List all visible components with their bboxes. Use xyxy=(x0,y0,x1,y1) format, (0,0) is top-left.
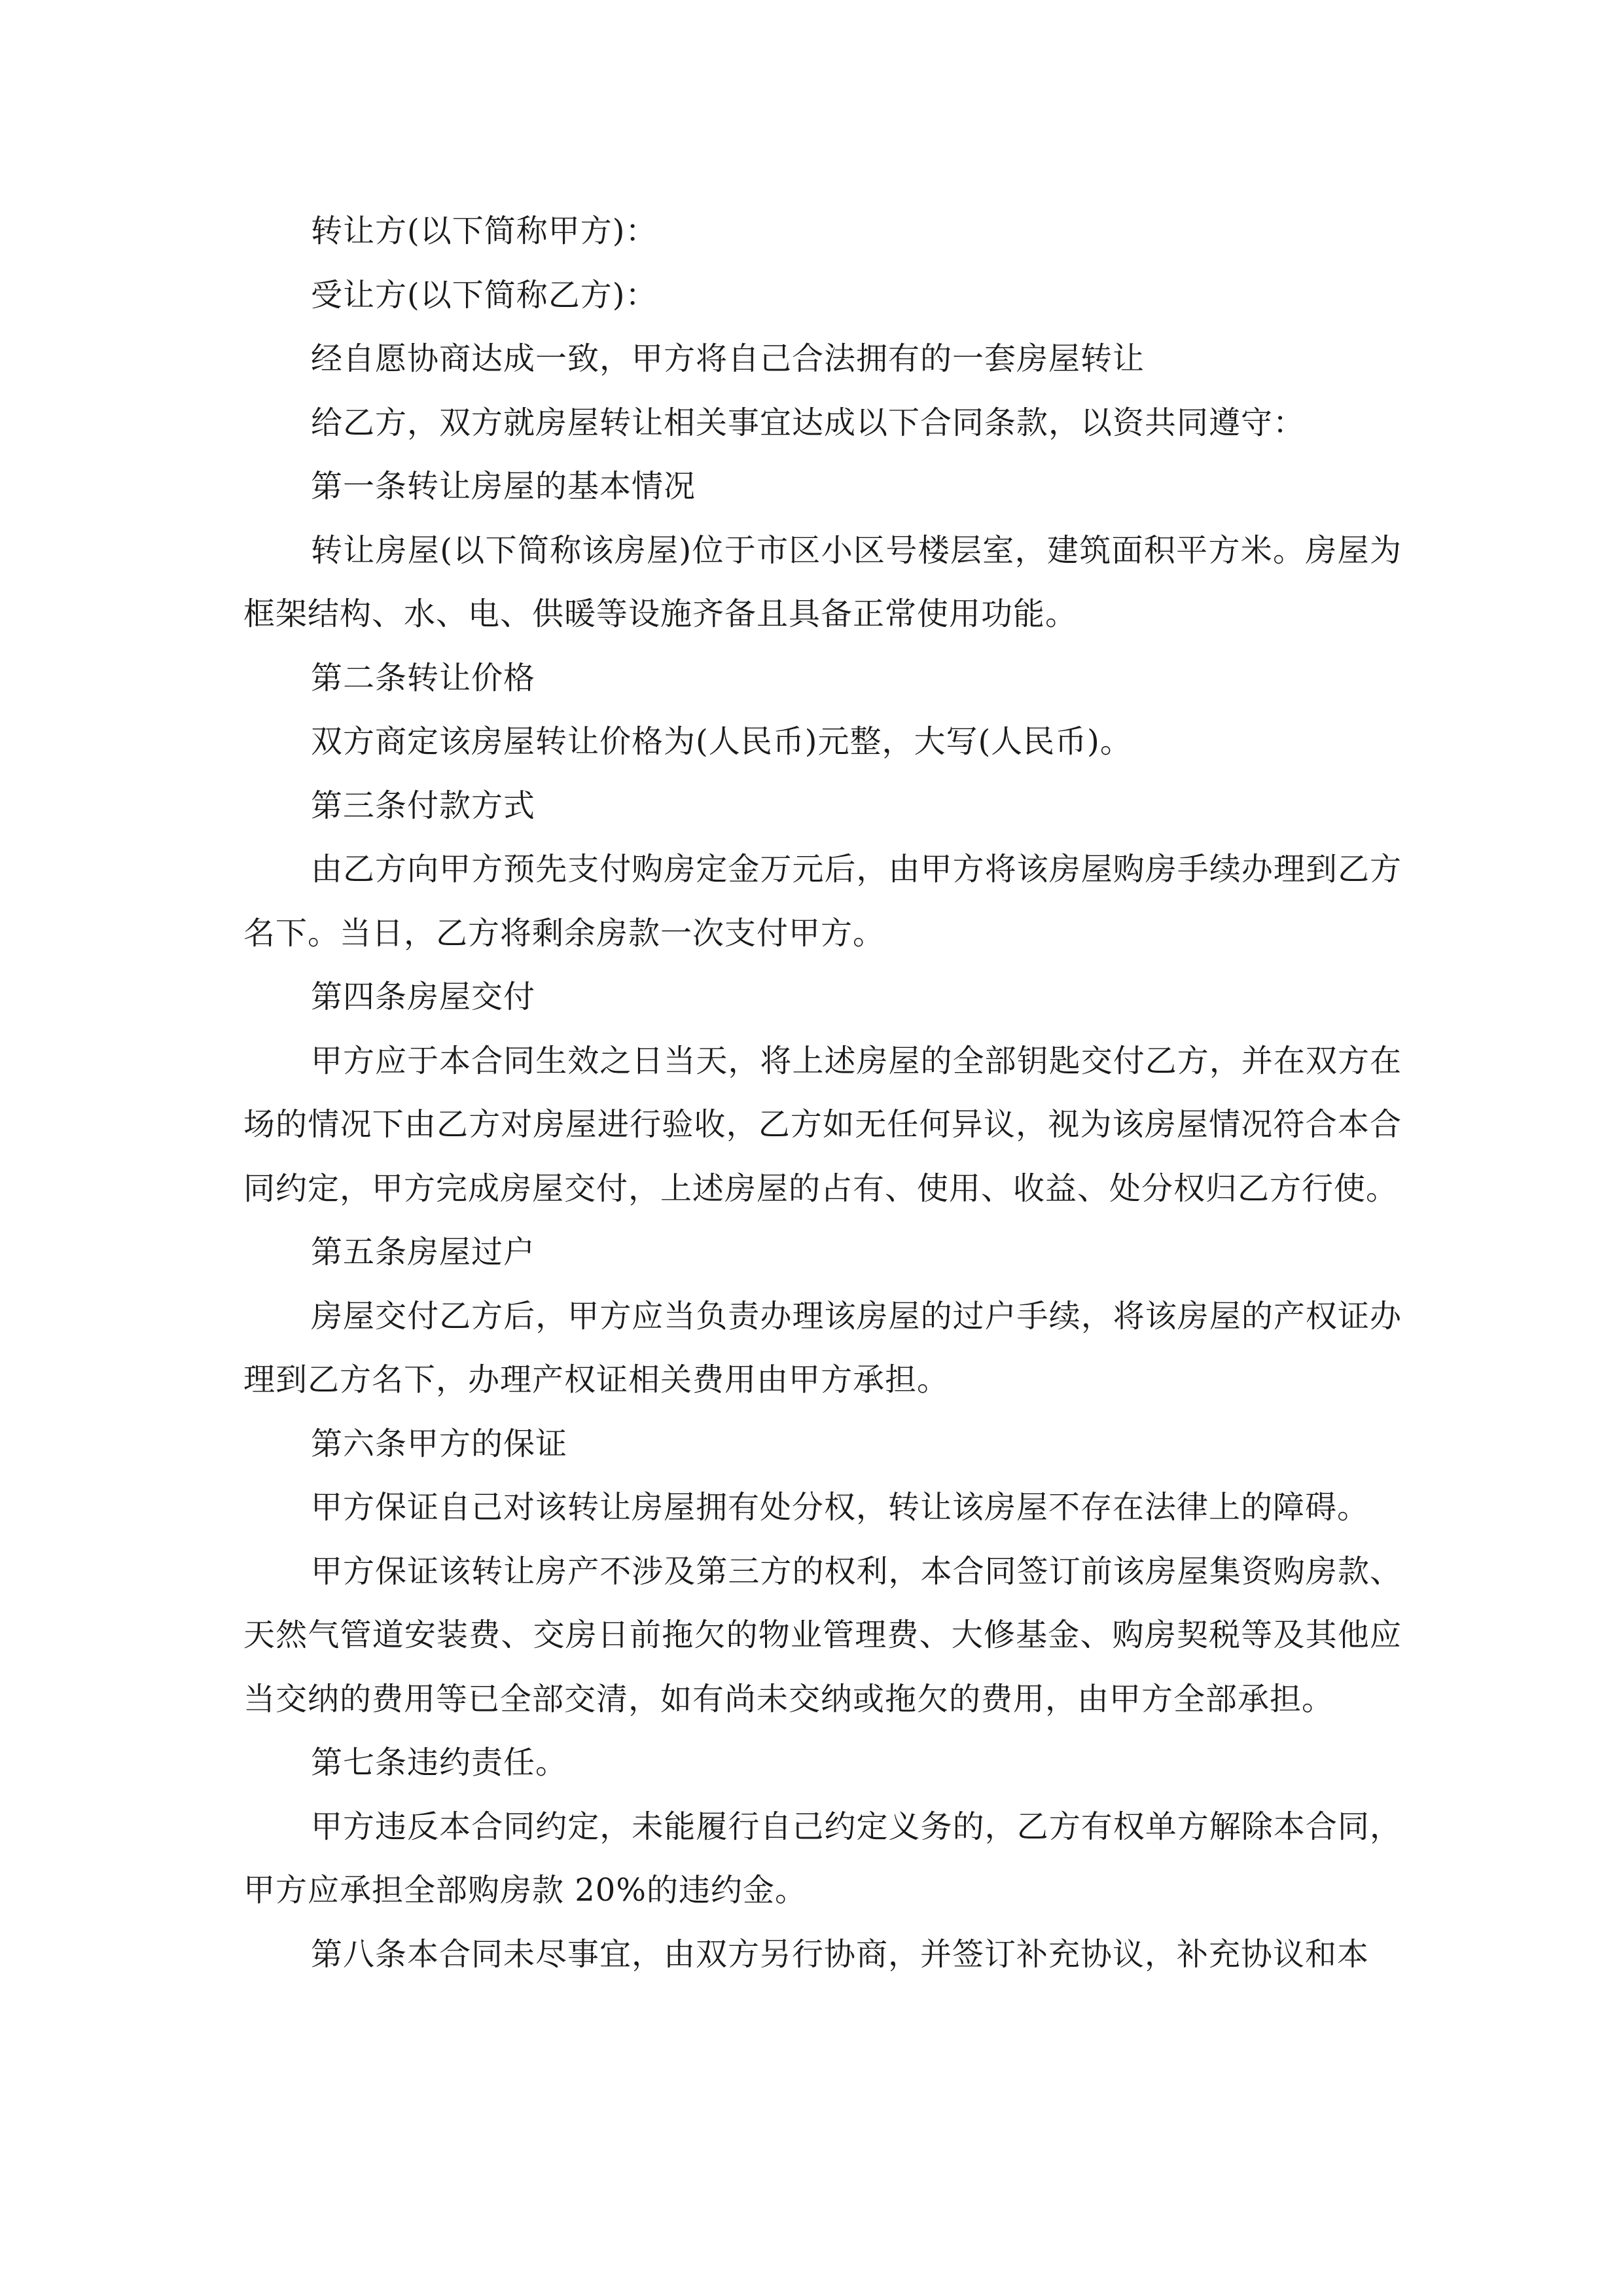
article-6-text-2: 甲方保证该转让房产不涉及第三方的权利，本合同签订前该房屋集资购房款、天然气管道安装费、交房日前拖欠的物业管理费、大修基金、购房契税等及其他应当交纳的费用等已全部交清，如有尚未交纳或拖欠的费用，由甲方全部承担。 xyxy=(243,1552,1402,1717)
transferee-line: 受让方(以下简称乙方)： xyxy=(311,276,658,314)
article-6-heading: 第六条甲方的保证 xyxy=(311,1425,568,1462)
article-4-text: 甲方应于本合同生效之日当天，将上述房屋的全部钥匙交付乙方，并在双方在场的情况下由乙方对房屋进行验收，乙方如无任何异议，视为该房屋情况符合本合同约定，甲方完成房屋交付，上述房屋的占有、使用、收益、处分权归乙方行使。 xyxy=(243,1042,1402,1207)
article-7-text: 甲方违反本合同约定，未能履行自己约定义务的，乙方有权单方解除本合同，甲方应承担全部购房款 20%的违约金。 xyxy=(243,1808,1402,1909)
document-body xyxy=(243,200,1402,1986)
article-6-text-1: 甲方保证自己对该转让房屋拥有处分权，转让该房屋不存在法律上的障碍。 xyxy=(311,1489,1370,1526)
article-4-heading: 第四条房屋交付 xyxy=(311,978,536,1015)
article-2-text: 双方商定该房屋转让价格为(人民币)元整，大写(人民币)。 xyxy=(311,723,1132,760)
article-1-text: 转让房屋(以下简称该房屋)位于市区小区号楼层室，建筑面积平方米。房屋为框架结构、水、电、供暖等设施齐备且具备正常使用功能。 xyxy=(243,531,1402,632)
article-2-heading: 第二条转让价格 xyxy=(311,659,536,696)
preamble-line-1: 经自愿协商达成一致，甲方将自己合法拥有的一套房屋转让 xyxy=(311,340,1145,377)
article-8-text: 第八条本合同未尽事宜，由双方另行协商，并签订补充协议，补充协议和本 xyxy=(311,1935,1370,1973)
article-3-text: 由乙方向甲方预先支付购房定金万元后，由甲方将该房屋购房手续办理到乙方名下。当日，乙方将剩余房款一次支付甲方。 xyxy=(243,851,1402,952)
article-7-heading: 第七条违约责任。 xyxy=(311,1744,568,1781)
article-1-heading: 第一条转让房屋的基本情况 xyxy=(311,468,696,505)
article-5-heading: 第五条房屋过户 xyxy=(311,1234,536,1270)
article-5-text: 房屋交付乙方后，甲方应当负责办理该房屋的过户手续，将该房屋的产权证办理到乙方名下，办理产权证相关费用由甲方承担。 xyxy=(243,1297,1402,1398)
preamble-line-2: 给乙方，双方就房屋转让相关事宜达成以下合同条款，以资共同遵守： xyxy=(311,404,1306,441)
transferor-line: 转让方(以下简称甲方)： xyxy=(311,213,658,249)
article-3-heading: 第三条付款方式 xyxy=(311,787,536,824)
